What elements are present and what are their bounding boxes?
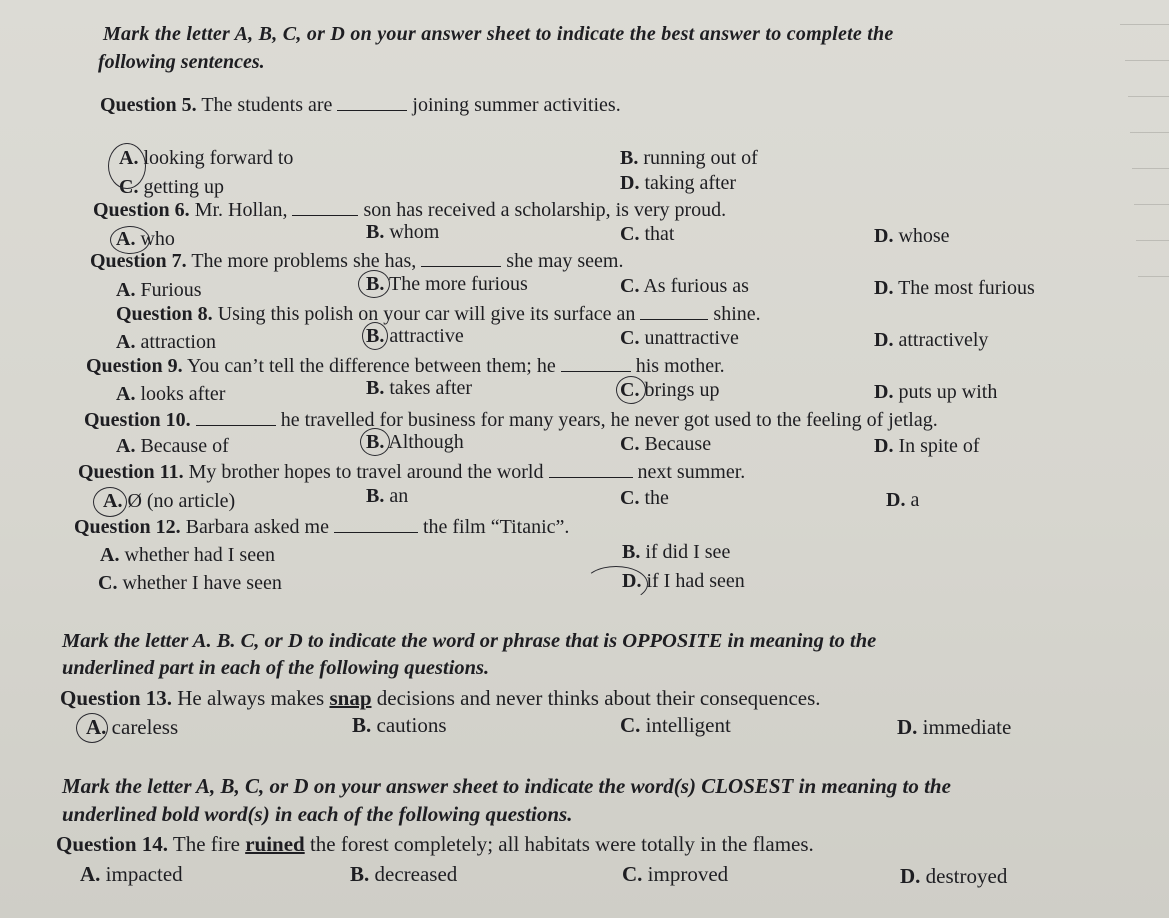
answer-blank	[337, 94, 407, 111]
option-11-a[interactable]: A. Ø (no article)	[103, 490, 236, 512]
option-11-c[interactable]: C. the	[620, 487, 669, 509]
option-7-d[interactable]: D. The most furious	[874, 277, 1035, 299]
option-9-c[interactable]: C. brings up	[620, 379, 720, 401]
option-8-d[interactable]: D. attractively	[874, 329, 989, 351]
question-label: Question 5.	[100, 94, 197, 116]
answer-mark-circle	[616, 376, 646, 404]
question-14-stem: Question 14. The fire ruined the forest completely; all habitats were totally in the flames.	[56, 832, 814, 856]
option-7-b[interactable]: B. The more furious	[366, 273, 528, 295]
option-10-b[interactable]: B. Although	[366, 431, 464, 453]
question-6-stem: Question 6. Mr. Hollan, son has received a scholarship, is very proud.	[93, 199, 727, 221]
answer-blank	[640, 303, 708, 320]
ruled-line	[1120, 24, 1169, 25]
instruction-part1-line1: Mark the letter A, B, C, or D on your answer sheet to indicate the best answer to complete the	[103, 23, 894, 45]
ruled-line	[1125, 60, 1169, 61]
option-10-a[interactable]: A. Because of	[116, 435, 229, 457]
answer-mark-circle	[584, 566, 648, 602]
option-14-c[interactable]: C. improved	[622, 862, 729, 886]
option-9-a[interactable]: A. looks after	[116, 383, 226, 405]
question-8-stem: Question 8. Using this polish on your car will give its surface an shine.	[116, 303, 761, 325]
option-6-b[interactable]: B. whom	[366, 221, 440, 243]
option-8-b[interactable]: B. attractive	[366, 325, 464, 347]
option-12-c[interactable]: C. whether I have seen	[98, 572, 282, 594]
question-5-stem	[100, 93, 621, 117]
ruled-line	[1132, 168, 1169, 169]
question-text: joining summer activities.	[412, 94, 621, 116]
answer-mark-circle	[76, 713, 108, 743]
answer-mark-circle	[108, 143, 146, 189]
ruled-line	[1136, 240, 1169, 241]
ruled-line	[1128, 96, 1169, 97]
question-12-stem: Question 12. Barbara asked me the film “Titanic”.	[74, 516, 570, 538]
option-11-d[interactable]: D. a	[886, 489, 920, 511]
underlined-keyword: snap	[329, 686, 372, 710]
option-5-c[interactable]: C. getting up	[119, 176, 224, 198]
option-6-d[interactable]: D. whose	[874, 225, 950, 247]
option-8-c[interactable]: C. unattractive	[620, 327, 739, 349]
option-9-b[interactable]: B. takes after	[366, 377, 473, 399]
question-9-stem: Question 9. You can’t tell the difference between them; he his mother.	[86, 355, 725, 377]
option-10-c[interactable]: C. Because	[620, 433, 712, 455]
option-11-b[interactable]: B. an	[366, 485, 409, 507]
ruled-line	[1138, 276, 1169, 277]
option-7-a[interactable]: A. Furious	[116, 279, 202, 301]
ruled-line	[1130, 132, 1169, 133]
option-5-b[interactable]: B. running out of	[620, 147, 758, 169]
option-10-d[interactable]: D. In spite of	[874, 435, 980, 457]
answer-blank	[561, 355, 631, 372]
option-14-a[interactable]: A. impacted	[80, 862, 183, 886]
answer-blank	[421, 250, 501, 267]
instruction-part3-line1: Mark the letter A, B, C, or D on your answer sheet to indicate the word(s) CLOSEST in meaning to the	[62, 774, 951, 798]
instruction-part1-line2: following sentences.	[98, 51, 265, 73]
option-6-a[interactable]: A. who	[116, 228, 175, 250]
answer-blank	[549, 461, 633, 478]
option-6-c[interactable]: C. that	[620, 223, 675, 245]
underlined-keyword: ruined	[245, 832, 305, 856]
option-13-d[interactable]: D. immediate	[897, 715, 1012, 739]
option-13-c[interactable]: C. intelligent	[620, 713, 731, 737]
option-12-d[interactable]: D. if I had seen	[622, 570, 745, 592]
instruction-part2-line1: Mark the letter A. B. C, or D to indicate the word or phrase that is OPPOSITE in meaning to the	[62, 630, 877, 652]
ruled-line	[1134, 204, 1169, 205]
option-12-a[interactable]: A. whether had I seen	[100, 544, 275, 566]
option-13-a[interactable]: A. careless	[86, 715, 179, 739]
option-5-d[interactable]: D. taking after	[620, 172, 737, 194]
option-14-d[interactable]: D. destroyed	[900, 864, 1008, 888]
answer-mark-circle	[93, 487, 127, 517]
instruction-part3-line2: underlined bold word(s) in each of the following questions.	[62, 802, 573, 826]
question-10-stem: Question 10. he travelled for business for many years, he never got used to the feeling of jetlag.	[84, 409, 938, 431]
question-13-stem: Question 13. He always makes snap decisions and never thinks about their consequences.	[60, 686, 821, 710]
option-9-d[interactable]: D. puts up with	[874, 381, 998, 403]
question-text: The students are	[201, 94, 333, 116]
answer-mark-circle	[362, 322, 388, 350]
answer-mark-circle	[358, 270, 390, 298]
option-5-a[interactable]: A. looking forward to	[119, 147, 294, 169]
option-12-b[interactable]: B. if did I see	[622, 541, 731, 563]
option-7-c[interactable]: C. As furious as	[620, 275, 749, 297]
option-13-b[interactable]: B. cautions	[352, 713, 447, 737]
question-7-stem: Question 7. The more problems she has, she may seem.	[90, 250, 624, 272]
option-8-a[interactable]: A. attraction	[116, 331, 216, 353]
answer-mark-circle	[360, 428, 390, 456]
option-14-b[interactable]: B. decreased	[350, 862, 458, 886]
answer-blank	[334, 516, 418, 533]
answer-blank	[196, 409, 276, 426]
instruction-part2-line2: underlined part in each of the following questions.	[62, 657, 490, 679]
answer-blank	[292, 199, 358, 216]
question-11-stem: Question 11. My brother hopes to travel around the world next summer.	[78, 461, 746, 483]
